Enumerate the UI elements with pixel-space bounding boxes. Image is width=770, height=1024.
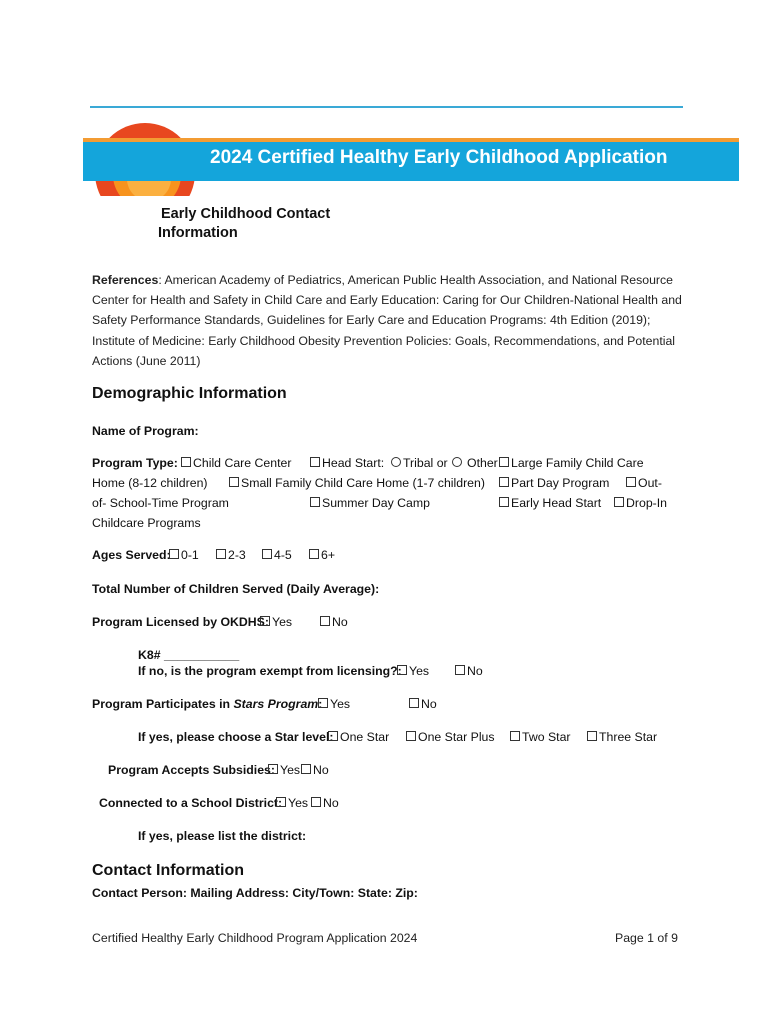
stars-program-label xyxy=(92,697,322,711)
age-0-1-option[interactable] xyxy=(169,548,199,562)
option-label: One Star Plus xyxy=(418,730,495,744)
header-rule xyxy=(90,106,683,108)
two-star-option[interactable] xyxy=(510,730,571,744)
age-6-plus-option[interactable] xyxy=(309,548,335,562)
checkbox-icon[interactable] xyxy=(301,764,311,774)
footer-title: Certified Healthy Early Childhood Program Application 2024 xyxy=(92,931,418,945)
references-text: : American Academy of Pediatrics, American Public Health Association, and National Resource Center for Health and Safety in Child Care and Early Education: Caring for Our Children-National Health and Safety Performance Standards, Guidelines for Early Care and Education Programs: 4th Edition (2019); Institute of Medicine: Early Childhood Obesity Prevention Policies: Goals, Recommendations, and Potential Actions (June 2011) xyxy=(92,273,682,368)
stars-yes-option[interactable] xyxy=(318,697,350,711)
option-label: Small Family Child Care Home (1-7 children) xyxy=(241,476,485,490)
head-start-option[interactable] xyxy=(310,456,384,470)
page-title: 2024 Certified Healthy Early Childhood Application xyxy=(210,147,668,168)
contact-fields-label: Contact Person: Mailing Address: City/Town: State: Zip: xyxy=(92,886,418,900)
stars-label-colon: : xyxy=(318,697,323,711)
drop-in-option[interactable] xyxy=(614,496,667,510)
part-day-option[interactable] xyxy=(499,476,609,490)
school-district-label: Connected to a School District: xyxy=(99,796,283,810)
age-4-5-option[interactable] xyxy=(262,548,292,562)
checkbox-icon[interactable] xyxy=(587,731,597,741)
contact-heading: Contact Information xyxy=(92,862,244,879)
licensed-label: Program Licensed by OKDHS: xyxy=(92,615,269,629)
option-label: No xyxy=(323,796,339,810)
school-no-option[interactable] xyxy=(311,796,339,810)
total-children-label: Total Number of Children Served (Daily Average): xyxy=(92,582,380,596)
subsidies-yes-option[interactable] xyxy=(268,763,300,777)
checkbox-icon[interactable] xyxy=(455,665,465,675)
checkbox-icon[interactable] xyxy=(320,616,330,626)
checkbox-icon[interactable] xyxy=(310,497,320,507)
subsidies-label: Program Accepts Subsidies: xyxy=(108,763,275,777)
option-label: Child Care Center xyxy=(193,456,292,470)
checkbox-icon[interactable] xyxy=(216,549,226,559)
stars-label-italic: Stars Program xyxy=(233,697,319,711)
checkbox-icon[interactable] xyxy=(406,731,416,741)
stars-no-option[interactable] xyxy=(409,697,437,711)
option-label: No xyxy=(421,697,437,711)
checkbox-icon[interactable] xyxy=(262,549,272,559)
large-family-option[interactable] xyxy=(499,456,644,470)
option-label: 2-3 xyxy=(228,548,246,562)
demographic-heading: Demographic Information xyxy=(92,385,287,402)
option-label: Two Star xyxy=(522,730,571,744)
checkbox-icon[interactable] xyxy=(614,497,624,507)
k8-number-field[interactable]: K8# ___________ xyxy=(138,648,240,662)
checkbox-icon[interactable] xyxy=(268,764,278,774)
option-label: No xyxy=(332,615,348,629)
checkbox-icon[interactable] xyxy=(229,477,239,487)
star-level-label: If yes, please choose a Star level: xyxy=(138,730,334,744)
subheading-line2: Information xyxy=(158,225,238,241)
option-label: Yes xyxy=(288,796,309,810)
option-label: Yes xyxy=(272,615,293,629)
option-label: Large Family Child Care xyxy=(511,456,644,470)
child-care-center-option[interactable] xyxy=(181,456,291,470)
small-family-option[interactable] xyxy=(229,476,485,490)
subheading-line1: Early Childhood Contact xyxy=(161,206,331,222)
out-of-school-option[interactable] xyxy=(626,476,662,490)
other-option[interactable] xyxy=(452,456,498,470)
option-label: Yes xyxy=(409,664,430,678)
school-yes-option[interactable] xyxy=(276,796,308,810)
option-label: No xyxy=(313,763,329,777)
checkbox-icon[interactable] xyxy=(276,797,286,807)
page-number: Page 1 of 9 xyxy=(615,931,678,945)
tribal-option[interactable] xyxy=(391,456,448,470)
option-label: Head Start: xyxy=(322,456,385,470)
licensed-no-option[interactable] xyxy=(320,615,348,629)
one-star-option[interactable] xyxy=(328,730,389,744)
early-head-start-option[interactable] xyxy=(499,496,601,510)
subsidies-no-option[interactable] xyxy=(301,763,329,777)
option-label: 6+ xyxy=(321,548,336,562)
option-label: 4-5 xyxy=(274,548,292,562)
checkbox-icon[interactable] xyxy=(318,698,328,708)
exempt-yes-option[interactable] xyxy=(397,664,429,678)
licensed-yes-option[interactable] xyxy=(260,615,292,629)
age-2-3-option[interactable] xyxy=(216,548,246,562)
checkbox-icon[interactable] xyxy=(260,616,270,626)
checkbox-icon[interactable] xyxy=(626,477,636,487)
option-label: Yes xyxy=(330,697,351,711)
program-name-label: Name of Program: xyxy=(92,424,199,438)
references-label: References xyxy=(92,273,159,287)
option-label: Out- xyxy=(638,476,662,490)
program-type-label: Program Type: xyxy=(92,456,178,470)
checkbox-icon[interactable] xyxy=(499,477,509,487)
option-label: Other xyxy=(467,456,498,470)
exempt-no-option[interactable] xyxy=(455,664,483,678)
checkbox-icon[interactable] xyxy=(169,549,179,559)
checkbox-icon[interactable] xyxy=(510,731,520,741)
radio-icon[interactable] xyxy=(452,457,462,467)
section-subheading xyxy=(158,205,388,243)
checkbox-icon[interactable] xyxy=(499,457,509,467)
option-label: Yes xyxy=(280,763,301,777)
district-label: If yes, please list the district: xyxy=(138,829,307,843)
option-label: One Star xyxy=(340,730,390,744)
home-line-text: Home (8-12 children) xyxy=(92,476,208,490)
option-label: Drop-In xyxy=(626,496,668,510)
option-label: Early Head Start xyxy=(511,496,602,510)
option-label: Part Day Program xyxy=(511,476,610,490)
option-label: 0-1 xyxy=(181,548,199,562)
childcare-programs-text: Childcare Programs xyxy=(92,516,201,530)
option-label: No xyxy=(467,664,483,678)
checkbox-icon[interactable] xyxy=(309,549,319,559)
option-label: Three Star xyxy=(599,730,658,744)
ages-served-label: Ages Served: xyxy=(92,548,171,562)
summer-camp-option[interactable] xyxy=(310,496,430,510)
references-paragraph xyxy=(92,270,682,371)
out-of-school-text: of- School-Time Program xyxy=(92,496,229,510)
stars-label-text: Program Participates in xyxy=(92,697,234,711)
checkbox-icon[interactable] xyxy=(181,457,191,467)
checkbox-icon[interactable] xyxy=(328,731,338,741)
exempt-label: If no, is the program exempt from licensing?: xyxy=(138,664,402,678)
three-star-option[interactable] xyxy=(587,730,657,744)
checkbox-icon[interactable] xyxy=(499,497,509,507)
option-label: Tribal or xyxy=(403,456,448,470)
checkbox-icon[interactable] xyxy=(397,665,407,675)
one-star-plus-option[interactable] xyxy=(406,730,495,744)
checkbox-icon[interactable] xyxy=(409,698,419,708)
checkbox-icon[interactable] xyxy=(311,797,321,807)
radio-icon[interactable] xyxy=(391,457,401,467)
checkbox-icon[interactable] xyxy=(310,457,320,467)
option-label: Summer Day Camp xyxy=(322,496,430,510)
